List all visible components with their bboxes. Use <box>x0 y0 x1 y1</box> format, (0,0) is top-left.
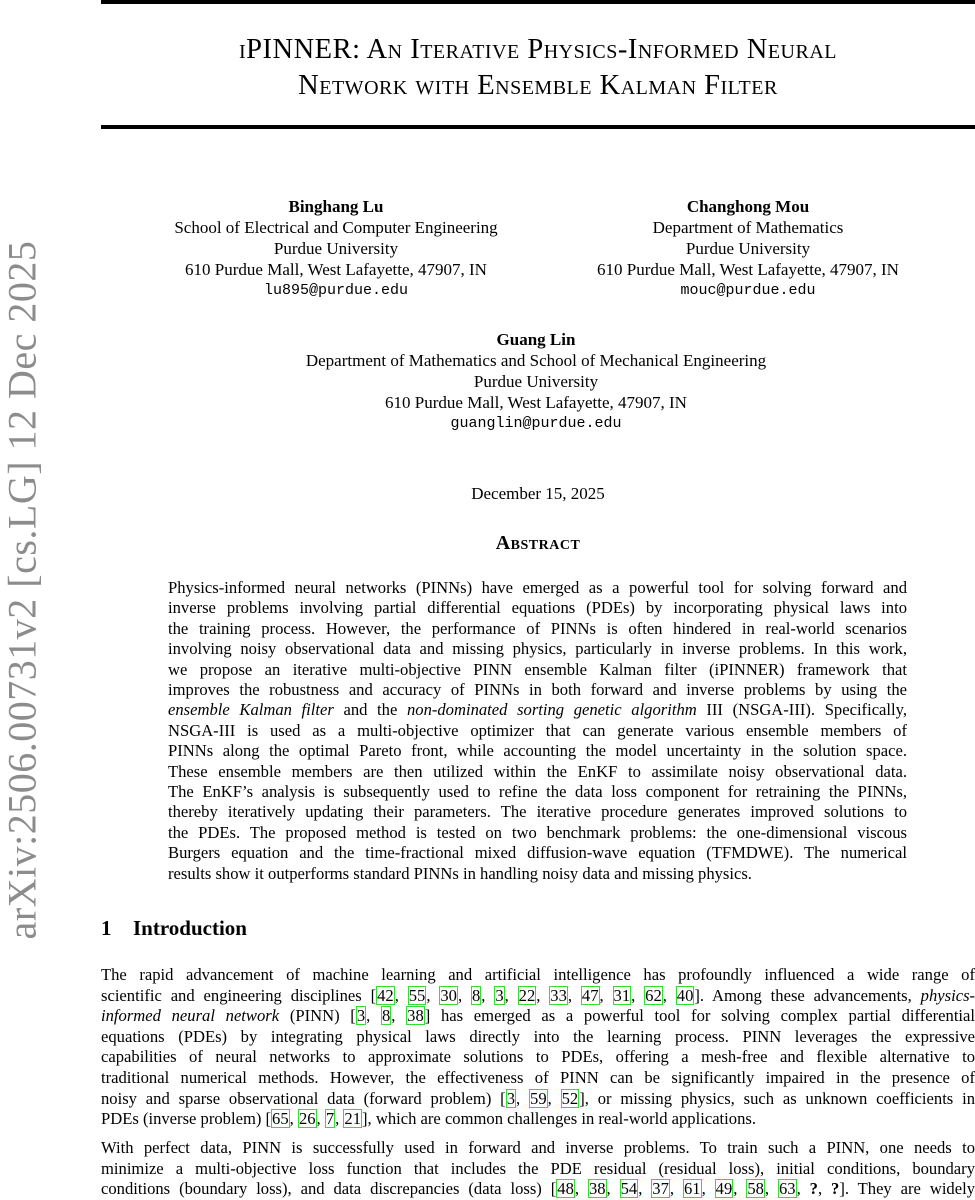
citation-group: 3, 59, 52 <box>506 1088 579 1108</box>
citation-link[interactable]: 22 <box>518 985 536 1005</box>
author-email[interactable]: mouc@purdue.edu <box>680 282 816 299</box>
author-address: 610 Purdue Mall, West Lafayette, 47907, IN <box>597 260 899 279</box>
body-line: traditional numerical methods. However, the effectiveness of PINN can be significantly impaired in the presence of <box>101 1067 975 1087</box>
citation-link[interactable]: 58 <box>747 1179 764 1199</box>
abstract-line: the PDEs. The proposed method is tested on two benchmark problems: the one-dimensional viscous <box>168 822 907 842</box>
body-text: ], which are common challenges in real-world applications. <box>362 1109 756 1129</box>
citation-link[interactable]: 8 <box>382 1006 391 1026</box>
body-line: minimize a multi-objective loss function that includes the PDE residual (residual loss), initial conditions, boundary <box>101 1158 975 1178</box>
section-number: 1 <box>101 916 112 940</box>
emphasis-pinn: physics- <box>920 985 975 1005</box>
body-text: ]. Among these advancements, <box>694 985 921 1005</box>
body-text: ] has emerged as a powerful tool for solving complex partial differential <box>424 1006 975 1026</box>
citation-link[interactable]: 49 <box>715 1179 733 1199</box>
abstract-line: Burgers equation and the time-fractional mixed diffusion-wave equation (TFMDWE). The numerical <box>168 843 907 863</box>
emphasis-nsga: non-dominated sorting genetic algorithm <box>406 700 697 720</box>
citation-link[interactable]: 40 <box>676 985 694 1005</box>
citation-link[interactable]: 8 <box>472 985 481 1005</box>
emphasis-pinn: informed neural network <box>101 1006 280 1026</box>
author-affiliation: Department of Mathematics <box>652 218 844 237</box>
author-affiliation: School of Electrical and Computer Engineering <box>174 218 498 237</box>
author-affiliation: Department of Mathematics and School of Mechanical Engineering <box>305 351 767 370</box>
abstract-line: PINNs along the optimal Pareto front, while accounting the model uncertainty in the solution space. <box>168 741 907 761</box>
title-bottom-rule <box>101 125 975 129</box>
citation-link[interactable]: 63 <box>778 1179 796 1199</box>
body-text: scientific and engineering disciplines [ <box>101 985 377 1005</box>
body-line <box>101 1006 975 1027</box>
citation-link[interactable]: 7 <box>325 1109 335 1129</box>
abstract-line: the training process. However, the performance of PINNs is often hindered in real-world scenarios <box>168 618 907 638</box>
citation-link[interactable]: 26 <box>298 1109 316 1129</box>
abstract-text: and the <box>333 700 407 720</box>
author-name: Guang Lin <box>496 330 576 349</box>
body-line: With perfect data, PINN is successfully used in forward and inverse problems. To train such a PINN, one needs to <box>101 1138 975 1157</box>
author-institution: Purdue University <box>685 239 811 258</box>
author-block-3 <box>236 329 836 434</box>
abstract-line: involving noisy observational data and missing physics, particularly in inverse problems. In this work, <box>168 639 907 659</box>
unresolved-citation: ? <box>831 1179 840 1199</box>
abstract-line: These ensemble members are then utilized within the EnKF to assimilate noisy observational data. <box>168 761 907 781</box>
citation-link[interactable]: 3 <box>356 1006 366 1026</box>
citation-link[interactable]: 3 <box>495 985 504 1005</box>
body-text: PDEs (inverse problem) [ <box>101 1109 272 1129</box>
author-address: 610 Purdue Mall, West Lafayette, 47907, IN <box>385 393 687 412</box>
section-heading-introduction <box>101 916 247 941</box>
citation-link[interactable]: 38 <box>588 1179 606 1199</box>
body-line <box>101 1089 975 1110</box>
citation-link[interactable]: 48 <box>557 1179 574 1199</box>
abstract-line: results show it outperforms standard PINNs in handling noisy data and missing physics. <box>168 863 752 883</box>
abstract-heading: Abstract <box>495 532 581 554</box>
author-block-2 <box>548 196 948 301</box>
emphasis-enkf: ensemble Kalman filter <box>168 700 334 720</box>
citation-link[interactable]: 33 <box>550 985 567 1005</box>
abstract-line <box>168 700 907 720</box>
title-top-rule <box>101 0 975 4</box>
intro-paragraph-1 <box>101 965 975 1130</box>
author-institution: Purdue University <box>273 239 399 258</box>
author-name: Changhong Mou <box>686 197 810 216</box>
abstract-line: we propose an iterative multi-objective PINN ensemble Kalman filter (iPINNER) framework that <box>168 659 907 679</box>
citation-link[interactable]: 62 <box>645 985 662 1005</box>
abstract-body <box>168 578 907 884</box>
body-line: conditions (boundary loss), and data discrepancies (data loss) [48, 38, 54, 37, 61, 49, 58, 63, ?, ?]. They are widely <box>101 1179 975 1199</box>
author-address: 610 Purdue Mall, West Lafayette, 47907, IN <box>185 260 487 279</box>
citation-link[interactable]: 59 <box>530 1088 547 1108</box>
author-email[interactable]: guanglin@purdue.edu <box>450 415 622 432</box>
citation-link[interactable]: 38 <box>407 1006 424 1026</box>
body-line: capabilities of neural networks to approximate solutions to PDEs, offering a mesh-free and flexible alternative to <box>101 1047 975 1067</box>
body-line: equations (PDEs) by integrating physical laws directly into the learning process. PINN leverages the expressive <box>101 1026 975 1046</box>
paper-date: December 15, 2025 <box>471 484 605 503</box>
abstract-line: inverse problems involving partial differential equations (PDEs) by incorporating physical laws into <box>168 598 907 618</box>
citation-link[interactable]: 37 <box>652 1179 669 1199</box>
author-institution: Purdue University <box>473 372 599 391</box>
citation-link[interactable]: 55 <box>408 985 426 1005</box>
author-email[interactable]: lu895@purdue.edu <box>263 282 409 299</box>
citation-link[interactable]: 65 <box>272 1109 289 1129</box>
abstract-line: The EnKF’s analysis is subsequently used to refine the data loss component for retraining the PINNs, <box>168 782 907 802</box>
title-line-1: iPINNER: An Iterative Physics-Informed Neural <box>239 34 837 65</box>
body-line <box>101 1109 975 1130</box>
citation-link[interactable]: 52 <box>561 1088 579 1108</box>
citation-group: 65, 26, 7, 21 <box>272 1109 362 1129</box>
arxiv-identifier-stamp: arXiv:2506.00731v2 [cs.LG] 12 Dec 2025 <box>0 240 45 940</box>
author-block-1 <box>136 196 536 301</box>
citation-group: 42, 55, 30, 8, 3, 22, 33, 47, 31, 62, 40 <box>377 985 694 1005</box>
intro-paragraph-2 <box>101 1138 975 1200</box>
citation-link[interactable]: 3 <box>506 1088 516 1108</box>
citation-group: 48, 38, 54, 37, 61, 49, 58, 63 <box>557 1179 796 1199</box>
citation-link[interactable]: 42 <box>377 985 394 1005</box>
body-text: noisy and sparse observational data (forward problem) [ <box>101 1088 506 1108</box>
title-line-2: Network with Ensemble Kalman Filter <box>298 70 778 101</box>
body-text: (PINN) [ <box>279 1006 356 1026</box>
citation-link[interactable]: 61 <box>683 1179 701 1199</box>
abstract-line: NSGA-III is used as a multi-objective optimizer that can generate various ensemble members of <box>168 720 907 740</box>
body-text: ]. They are widely <box>839 1179 975 1199</box>
author-name: Binghang Lu <box>288 197 384 216</box>
abstract-line: thereby iteratively updating their parameters. The iterative procedure generates improved solutions to <box>168 802 907 822</box>
citation-link[interactable]: 47 <box>581 985 599 1005</box>
abstract-line: Physics-informed neural networks (PINNs) have emerged as a powerful tool for solving forward and <box>168 578 907 597</box>
citation-link[interactable]: 54 <box>620 1179 638 1199</box>
body-line <box>101 986 975 1007</box>
citation-link[interactable]: 21 <box>344 1109 362 1129</box>
citation-group: 3, 8, 38 <box>356 1006 424 1026</box>
citation-link[interactable]: 30 <box>440 985 457 1005</box>
body-text: ], or missing physics, such as unknown coefficients in <box>579 1088 975 1108</box>
citation-link[interactable]: 31 <box>613 985 631 1005</box>
abstract-text: III (NSGA-III). Specifically, <box>696 700 908 720</box>
body-line: The rapid advancement of machine learning and artificial intelligence has profoundly influenced a wide range of <box>101 965 975 984</box>
paper-title <box>101 32 975 104</box>
body-text: conditions (boundary loss), and data discrepancies (data loss) [ <box>101 1179 557 1199</box>
abstract-line: improves the robustness and accuracy of PINNs in both forward and inverse problems by using the <box>168 680 907 700</box>
section-title: Introduction <box>133 916 247 940</box>
unresolved-citation: ? <box>809 1179 818 1199</box>
